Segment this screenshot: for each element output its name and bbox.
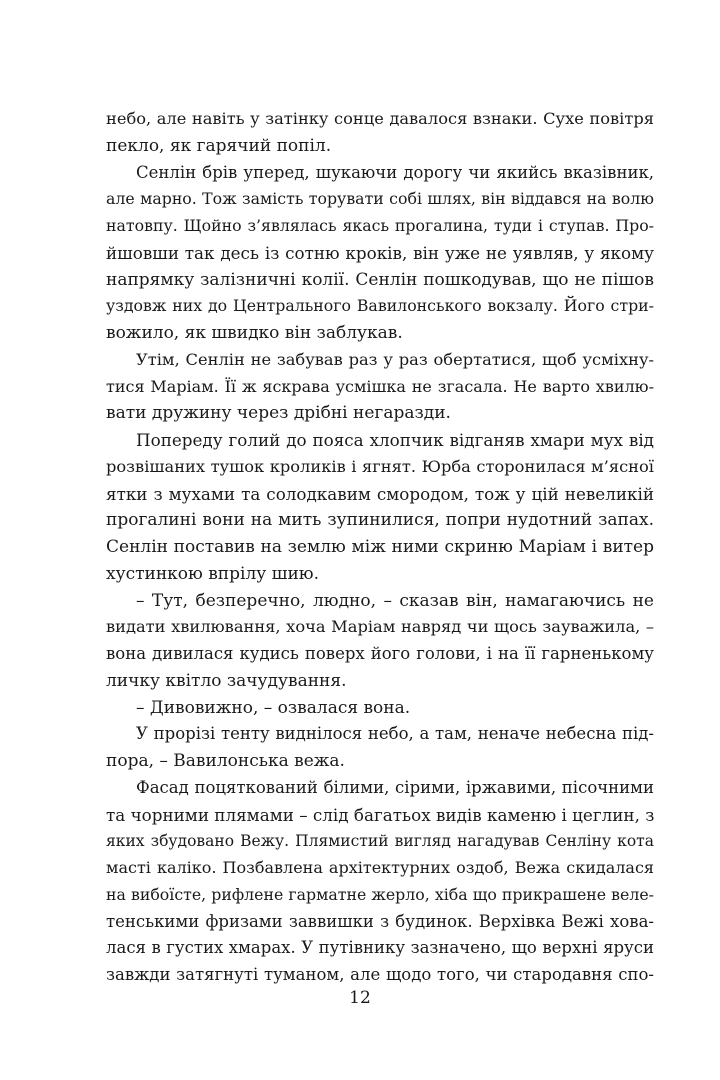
text-line: розвішаних тушок кроликів і ягнят. Юрба сторонилася м’ясної <box>106 456 654 476</box>
text-line: уздовж них до Центрального Вавилонського вокзалу. Його стри- <box>106 296 654 316</box>
text-line: видати хвилювання, хоча Маріам навряд чи щось зауважила, – <box>106 617 654 637</box>
text-line: на вибоїсте, рифлене гарматне жерло, хіба що прикрашене веле- <box>106 884 654 904</box>
text-line: Утім, Сенлін не забував раз у раз обертатися, щоб усміхну- <box>136 349 654 369</box>
text-line: Попереду голий до пояса хлопчик відганяв хмари мух від <box>136 430 654 450</box>
text-line: йшовши так десь із сотню кроків, він уже не уявляв, у якому <box>106 242 654 263</box>
text-line: У прорізі тенту виднілося небо, а там, неначе небесна під- <box>136 724 654 744</box>
text-line: але марно. Тож замість торувати собі шлях, він віддався на волю <box>106 189 654 209</box>
text-line: прогалині вони на мить зупинилися, попри нудотний запах. <box>106 510 654 531</box>
text-line: личку квітло зачудування. <box>106 670 347 691</box>
text-line: напрямку залізничні колії. Сенлін пошкодував, що не пішов <box>106 269 654 290</box>
body-text <box>106 106 654 989</box>
text-line: яких збудовано Вежу. Плямистий вигляд нагадував Сенліну кота <box>106 832 654 851</box>
text-line: Фасад поцяткований білими, сірими, іржавими, пісочними <box>136 777 654 797</box>
text-line: хустинкою впрілу шию. <box>106 563 320 584</box>
text-line: пекло, як гарячий попіл. <box>106 135 332 156</box>
text-line: ятки з мухами та солодкавим смородом, тож у цій невеликій <box>106 483 654 504</box>
text-line: вона дивилася кудись поверх його голови, і на її гарненькому <box>106 644 654 663</box>
text-line: тися Маріам. Її ж яскрава усмішка не згасала. Не варто хвилю- <box>106 376 654 396</box>
text-line: – Тут, безперечно, людно, – сказав він, намагаючись не <box>136 590 654 611</box>
text-line: Сенлін брів уперед, шукаючи дорогу чи якийсь вказівник, <box>136 162 654 182</box>
text-line: лася в густих хмарах. У путівнику зазначено, що верхні яруси <box>106 938 654 958</box>
text-line: масті каліко. Позбавлена архітектурних оздоб, Вежа скидалася <box>106 858 654 877</box>
text-line: небо, але навіть у затінку сонце давалося взнаки. Сухе повітря <box>106 109 654 128</box>
text-line: тенськими фризами заввишки з будинок. Верхівка Вежі хова- <box>106 911 654 931</box>
text-line: Сенлін поставив на землю між ними скриню Маріам і витер <box>106 537 654 557</box>
text-line: вожило, як швидко він заблукав. <box>106 323 403 343</box>
text-line: пора, – Вавилонська вежа. <box>106 751 345 771</box>
text-line: натовпу. Щойно з’являлась якась прогалина, туди і ступав. Про- <box>106 216 654 235</box>
page-number: 12 <box>349 988 371 1008</box>
text-line: та чорними плямами – слід багатьох видів каменю і цеглин, з <box>106 804 655 825</box>
text-line: завжди затягнуті туманом, але щодо того, чи стародавня спо- <box>106 965 654 984</box>
text-line: – Дивовижно, – озвалася вона. <box>136 697 411 718</box>
text-line: вати дружину через дрібні негаразди. <box>106 403 451 424</box>
